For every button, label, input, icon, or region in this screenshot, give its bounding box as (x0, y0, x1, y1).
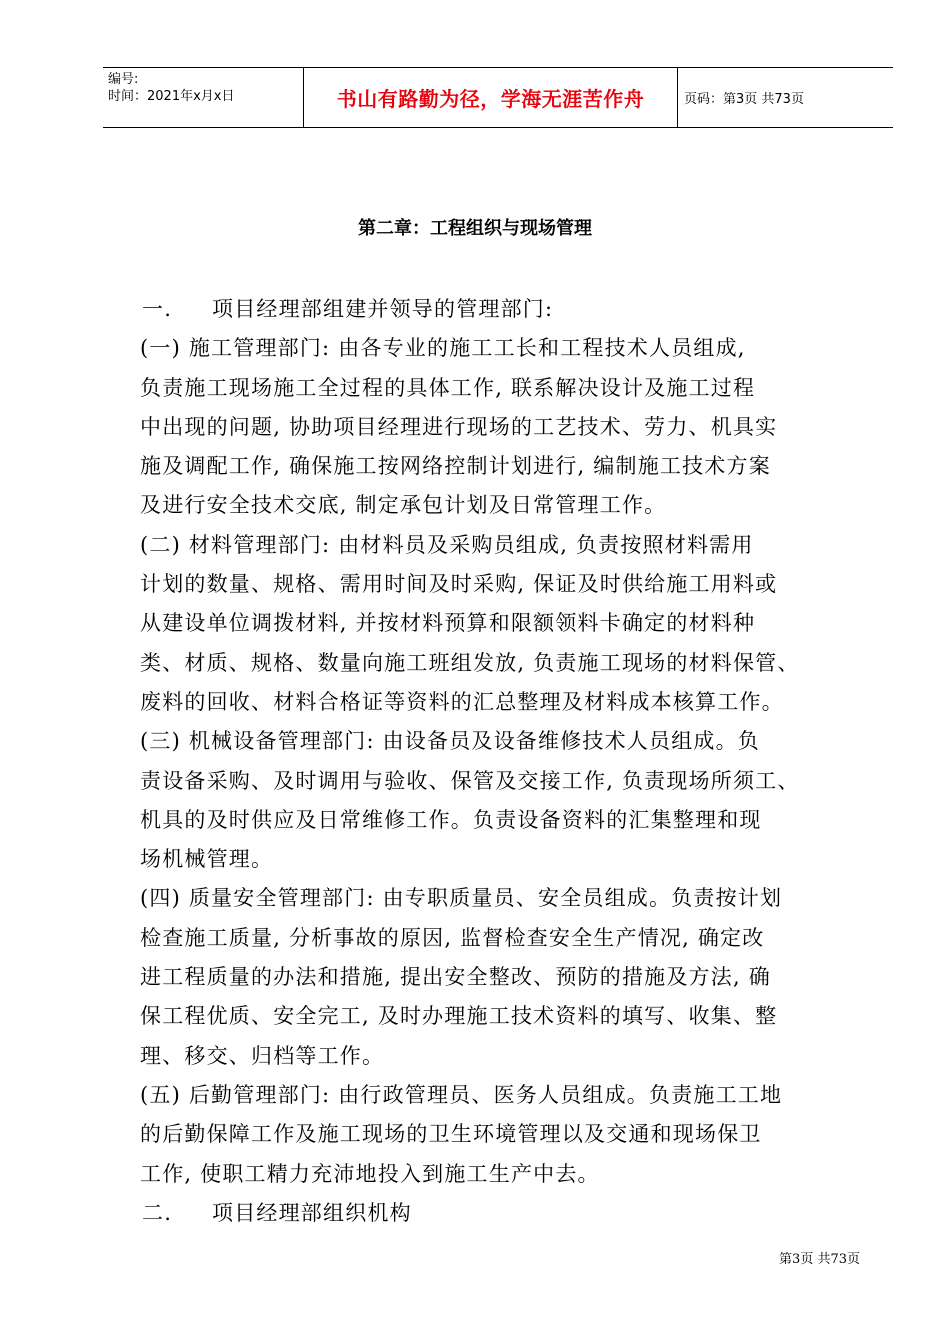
section-number: 二. (142, 1200, 173, 1225)
paragraph-line (140, 290, 865, 329)
line-text: 项目经理部组建并领导的管理部门: (212, 297, 554, 321)
paragraph-line (140, 683, 865, 722)
line-text: 保工程优质、安全完工, 及时办理施工技术资料的填写、收集、整 (140, 1004, 778, 1029)
line-text: 项目经理部组织机构 (212, 1200, 412, 1225)
paragraph-line (140, 526, 865, 565)
line-text: 理、移交、归档等工作。 (140, 1043, 385, 1068)
paragraph-line (140, 1076, 865, 1115)
paragraph-line (140, 408, 865, 447)
line-text: 进工程质量的办法和措施, 提出安全整改、预防的措施及方法, 确 (140, 965, 771, 990)
line-text: 检查施工质量, 分析事故的原因, 监督检查安全生产情况, 确定改 (140, 925, 765, 950)
header-number-label: 编号: (108, 72, 139, 87)
line-text: 从建设单位调拨材料, 并按材料预算和限额领料卡确定的材料种 (140, 611, 756, 636)
line-text: (二) 材料管理部门: 由材料员及采购员组成, 负责按照材料需用 (140, 532, 754, 557)
paragraph-line (140, 447, 865, 486)
paragraph-line (140, 1155, 865, 1194)
line-text: 责设备采购、及时调用与验收、保管及交接工作, 负责现场所须工、 (140, 768, 800, 793)
line-text: 机具的及时供应及日常维修工作。负责设备资料的汇集整理和现 (140, 807, 762, 832)
paragraph-line (140, 644, 865, 683)
header-page-info: 页码：第3页 共73页 (684, 92, 804, 107)
paragraph-line (140, 762, 865, 801)
paragraph-line (140, 722, 865, 761)
line-text: 中出现的问题, 协助项目经理进行现场的工艺技术、劳力、机具实 (140, 414, 778, 439)
line-text: 施及调配工作, 确保施工按网络控制计划进行, 编制施工技术方案 (140, 454, 771, 479)
paragraph-line (140, 1194, 865, 1233)
header-motto: 书山有路勤为径，学海无涯苦作舟 (304, 68, 678, 127)
line-text: (五) 后勤管理部门: 由行政管理员、医务人员组成。负责施工工地 (140, 1082, 783, 1107)
line-text: 的后勤保障工作及施工现场的卫生环境管理以及交通和现场保卫 (140, 1122, 762, 1147)
paragraph-line (140, 840, 865, 879)
paragraph-line (140, 919, 865, 958)
line-text: 及进行安全技术交底, 制定承包计划及日常管理工作。 (140, 493, 667, 518)
paragraph-line (140, 801, 865, 840)
paragraph-line (140, 958, 865, 997)
line-text: 类、材质、规格、数量向施工班组发放, 负责施工现场的材料保管、 (140, 650, 800, 675)
line-text: 工作, 使职工精力充沛地投入到施工生产中去。 (140, 1161, 600, 1186)
paragraph-line (140, 369, 865, 408)
paragraph-line (140, 879, 865, 918)
paragraph-line (140, 565, 865, 604)
document-body (140, 290, 865, 1233)
line-text: 负责施工现场施工全过程的具体工作, 联系解决设计及施工过程 (140, 375, 756, 400)
line-text: (四) 质量安全管理部门: 由专职质量员、安全员组成。负责按计划 (140, 886, 783, 911)
paragraph-line (140, 486, 865, 525)
section-number: 一. (142, 297, 173, 321)
line-text: (一) 施工管理部门: 由各专业的施工工长和工程技术人员组成, (140, 336, 746, 361)
line-text: 场机械管理。 (140, 847, 274, 872)
line-text: (三) 机械设备管理部门: 由设备员及设备维修技术人员组成。负 (140, 729, 761, 754)
chapter-title: 第二章：工程组织与现场管理 (358, 218, 592, 239)
paragraph-line (140, 329, 865, 368)
paragraph-line (140, 1037, 865, 1076)
paragraph-line (140, 604, 865, 643)
line-text: 计划的数量、规格、需用时间及时采购, 保证及时供给施工用料或 (140, 572, 778, 597)
header-time-label: 时间：2021年x月x日 (108, 89, 235, 104)
paragraph-line (140, 997, 865, 1036)
paragraph-line (140, 1115, 865, 1154)
line-text: 废料的回收、材料合格证等资料的汇总整理及材料成本核算工作。 (140, 689, 784, 714)
footer-page-info: 第3页 共73页 (779, 1252, 860, 1267)
header-meta (103, 68, 304, 127)
page-header (103, 67, 893, 128)
